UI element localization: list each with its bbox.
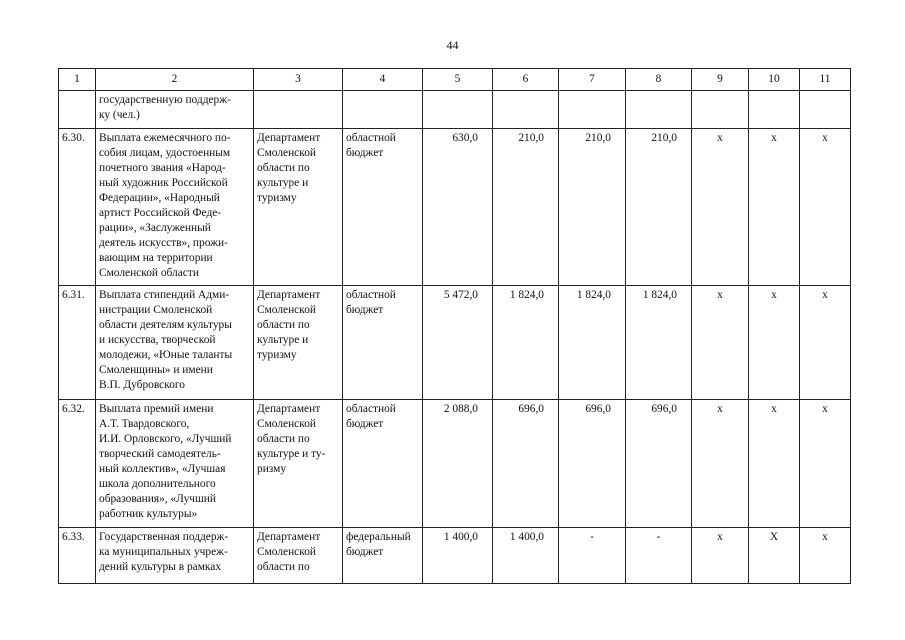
description-cell: Выплата ежемесячного по- собия лицам, удостоенным почетного звания «Народ- ный художник Российской Федерации», «Народный артист Российской Феде- рации», «Заслуженный деятель искусств», прожи- вающим на территории Смоленской области	[96, 129, 254, 286]
value-cell: 696,0	[626, 400, 692, 528]
source-cell: федеральный бюджет	[343, 528, 423, 584]
value-cell: х	[692, 286, 749, 400]
value-cell: 210,0	[559, 129, 626, 286]
row-id-cell: 6.30.	[59, 129, 96, 286]
table-row	[59, 129, 851, 286]
header-row	[59, 69, 851, 91]
value-cell: х	[692, 400, 749, 528]
page-number: 44	[446, 38, 459, 52]
header-cell: 7	[559, 69, 626, 91]
row-id-cell: 6.31.	[59, 286, 96, 400]
value-cell	[493, 91, 559, 129]
row-id-cell: 6.33.	[59, 528, 96, 584]
source-cell: областной бюджет	[343, 286, 423, 400]
source-cell	[343, 91, 423, 129]
table-row-continuation	[59, 91, 851, 129]
table-row	[59, 400, 851, 528]
executor-cell: Департамент Смоленской области по культуре и туризму	[254, 286, 343, 400]
value-cell: х	[692, 129, 749, 286]
value-cell	[800, 91, 851, 129]
source-cell: областной бюджет	[343, 129, 423, 286]
value-cell: Х	[749, 528, 800, 584]
value-cell: х	[749, 400, 800, 528]
value-cell	[749, 91, 800, 129]
value-cell: 1 400,0	[423, 528, 493, 584]
value-cell: 1 824,0	[493, 286, 559, 400]
value-cell: х	[749, 129, 800, 286]
value-cell: 1 824,0	[626, 286, 692, 400]
table-row	[59, 528, 851, 584]
value-cell: х	[800, 528, 851, 584]
value-cell	[626, 91, 692, 129]
executor-cell	[254, 91, 343, 129]
value-cell: 1 400,0	[493, 528, 559, 584]
value-cell: 696,0	[493, 400, 559, 528]
value-cell	[692, 91, 749, 129]
description-cell: государственную поддерж- ку (чел.)	[96, 91, 254, 129]
value-cell: 1 824,0	[559, 286, 626, 400]
value-cell: -	[626, 528, 692, 584]
value-cell: 210,0	[493, 129, 559, 286]
description-cell: Государственная поддерж- ка муниципальных учреж- дений культуры в рамках	[96, 528, 254, 584]
header-cell: 5	[423, 69, 493, 91]
header-cell: 11	[800, 69, 851, 91]
header-cell: 8	[626, 69, 692, 91]
value-cell: -	[559, 528, 626, 584]
source-cell: областной бюджет	[343, 400, 423, 528]
table-row	[59, 286, 851, 400]
value-cell: х	[800, 129, 851, 286]
value-cell: 2 088,0	[423, 400, 493, 528]
executor-cell: Департамент Смоленской области по культуре и ту- ризму	[254, 400, 343, 528]
value-cell: х	[800, 400, 851, 528]
value-cell	[559, 91, 626, 129]
header-cell: 1	[59, 69, 96, 91]
header-cell: 6	[493, 69, 559, 91]
value-cell: х	[800, 286, 851, 400]
executor-cell: Департамент Смоленской области по	[254, 528, 343, 584]
header-cell: 9	[692, 69, 749, 91]
description-cell: Выплата стипендий Адми- нистрации Смоленской области деятелям культуры и искусства, творческой молодежи, «Юные таланты Смоленщины» и имени В.П. Дубровского	[96, 286, 254, 400]
header-cell: 4	[343, 69, 423, 91]
row-id-cell	[59, 91, 96, 129]
value-cell: х	[692, 528, 749, 584]
budget-table	[58, 68, 851, 584]
value-cell: 5 472,0	[423, 286, 493, 400]
header-cell: 10	[749, 69, 800, 91]
value-cell: 210,0	[626, 129, 692, 286]
executor-cell: Департамент Смоленской области по культуре и туризму	[254, 129, 343, 286]
value-cell: 696,0	[559, 400, 626, 528]
description-cell: Выплата премий имени А.Т. Твардовского, И.И. Орловского, «Лучший творческий самодеятель- ный коллектив», «Лучшая школа дополнительного образования», «Лучший работник культуры»	[96, 400, 254, 528]
value-cell: х	[749, 286, 800, 400]
row-id-cell: 6.32.	[59, 400, 96, 528]
value-cell: 630,0	[423, 129, 493, 286]
header-cell: 2	[96, 69, 254, 91]
header-cell: 3	[254, 69, 343, 91]
value-cell	[423, 91, 493, 129]
